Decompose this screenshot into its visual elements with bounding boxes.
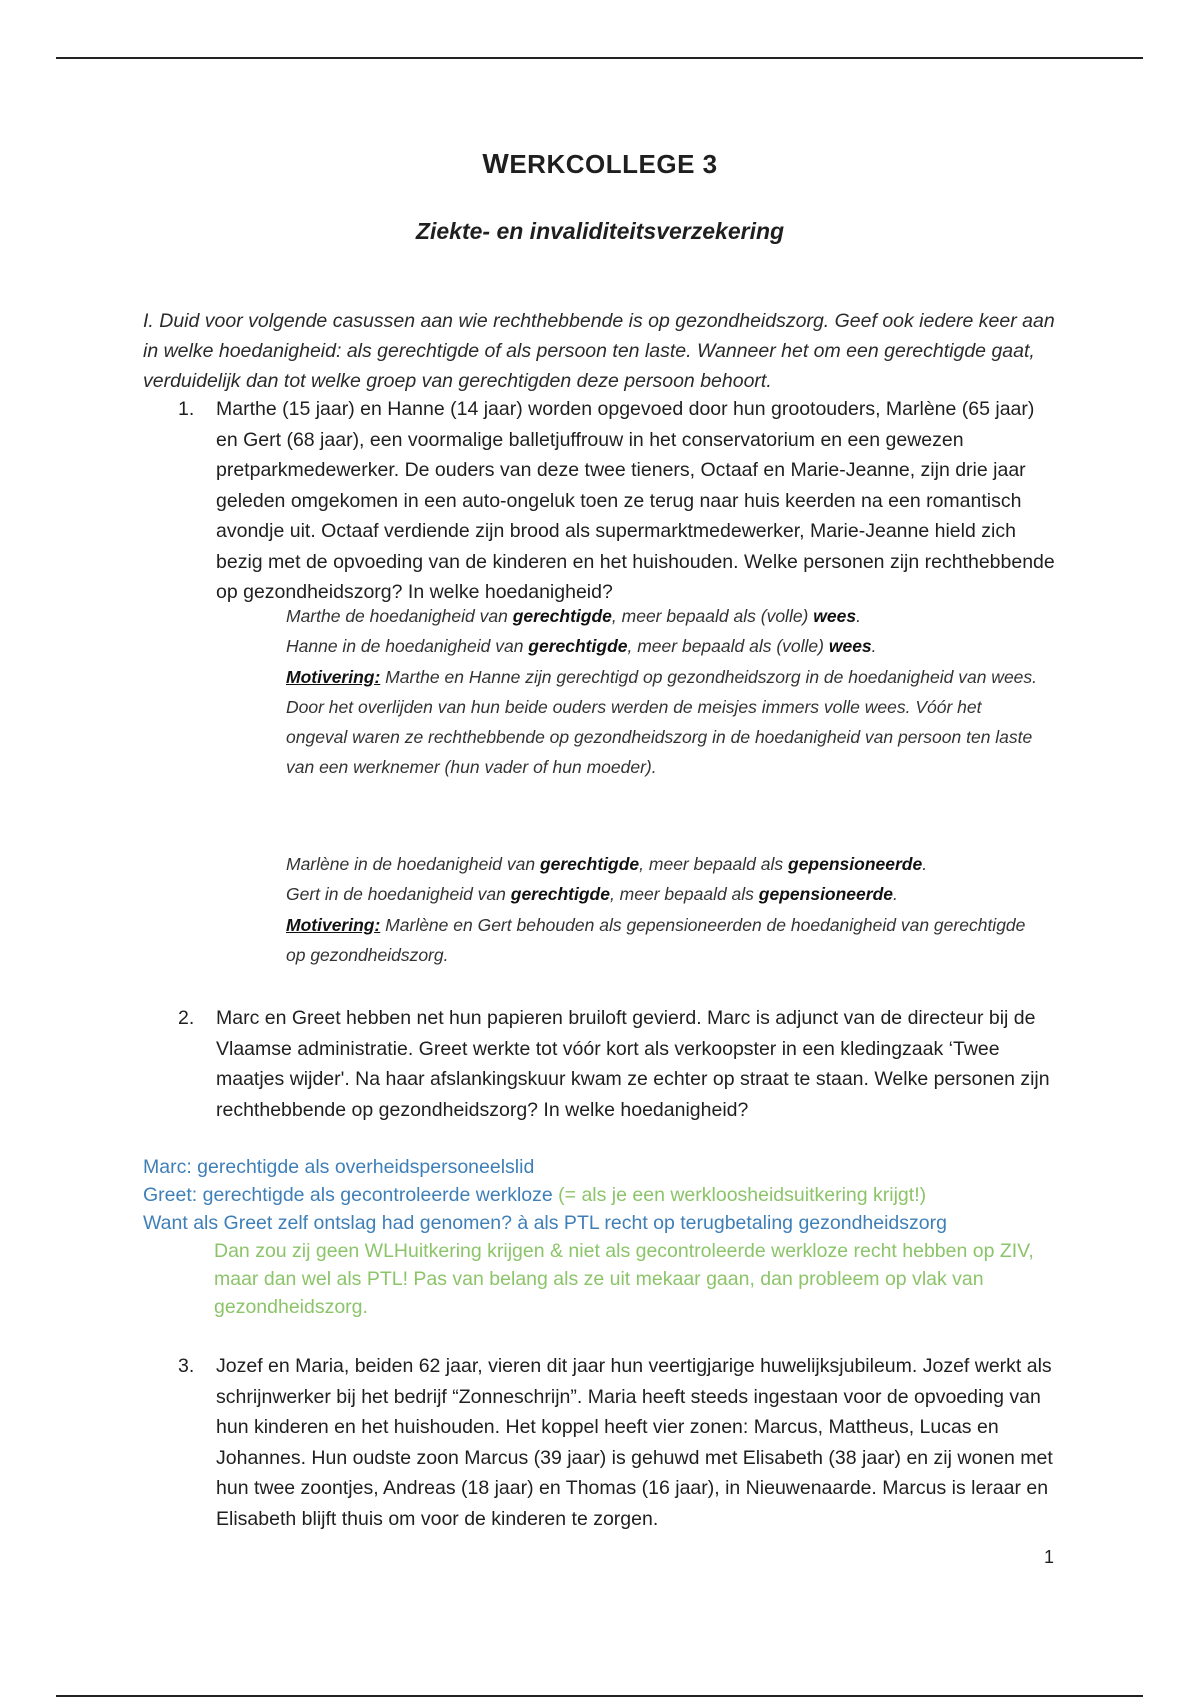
answer-line-marlene: Marlène in de hoedanigheid van gerechtigde, meer bepaald als gepensioneerde.: [286, 854, 928, 874]
answer-line-gert: Gert in de hoedanigheid van gerechtigde, meer bepaald als gepensioneerde.: [286, 884, 898, 905]
answer-notes: [143, 1153, 1063, 1321]
motivering-pensioen: Motivering: Marlène en Gert behouden als gepensioneerden de hoedanigheid van gerechtigde op gezondheidszorg.: [286, 914, 1026, 965]
case-number: 1.: [178, 398, 195, 420]
case-number: 2.: [178, 1007, 195, 1029]
answer-line-marthe: Marthe de hoedanigheid van gerechtigde, meer bepaald als (volle) wees.: [286, 606, 861, 626]
intro-question: I. Duid voor volgende casussen aan wie rechthebbende is op gezondheidszorg. Geef ook iedere keer aan in welke hoedanigheid: als gerechtigde of als persoon ten laste. Wanneer het om een gerechtigde gaat, verduidelijk dan tot welke groep van gerechtigden deze persoon behoort.: [143, 310, 1055, 392]
case-text: Marthe (15 jaar) en Hanne (14 jaar) worden opgevoed door hun grootouders, Marlène (65 jaar) en Gert (68 jaar), een voormalige balletjuffrouw in het conservatorium en een gewezen pretparkmedewerker. De ouders van deze twee tieners, Octaaf en Marie-Jeanne, zijn drie jaar geleden omgekomen in een auto-ongeluk toen ze terug naar huis keerden na een romantisch avondje uit. Octaaf verdiende zijn brood als supermarktmedewerker, Marie-Jeanne hield zich bezig met de opvoeding van de kinderen en het huishouden. Welke personen zijn rechthebbende op gezondheidszorg? In welke hoedanigheid?: [216, 398, 1055, 603]
top-rule: [56, 57, 1143, 59]
motivering-wees: Motivering: Marthe en Hanne zijn gerechtigd op gezondheidszorg in de hoedanigheid van wees. Door het overlijden van hun beide ouders werden de meisjes immers volle wees. Vóór het ongeval waren ze rechthebbende op gezondheidszorg in de hoedanigheid van persoon ten laste van een werknemer (hun vader of hun moeder).: [286, 666, 1038, 778]
case-item-2: [178, 1003, 1058, 1125]
case-text: Jozef en Maria, beiden 62 jaar, vieren dit jaar hun veertigjarige huwelijksjubileum. Jozef werkt als schrijnwerker bij het bedrijf “Zonneschrijn”. Maria heeft steeds ingestaan voor de opvoeding van hun kinderen en het huishouden. Het koppel heeft vier zonen: Marcus, Mattheus, Lucas en Johannes. Hun oudste zoon Marcus (39 jaar) is gehuwd met Elisabeth (38 jaar) en zij wonen met hun twee zoontjes, Andreas (18 jaar) en Thomas (16 jaar), in Nieuwenaarde. Marcus is leraar en Elisabeth blijft thuis om voor de kinderen te zorgen.: [216, 1355, 1053, 1530]
note-marc: Marc: gerechtigde als overheidspersoneelslid: [143, 1156, 535, 1178]
page-subtitle: Ziekte- en invaliditeitsverzekering: [415, 218, 785, 244]
case-item-1: [178, 394, 1058, 608]
note-greet: Greet: gerechtigde als gecontroleerde werkloze (= als je een werkloosheidsuitkering krijgt!): [143, 1184, 927, 1206]
case-item-3: [178, 1351, 1058, 1534]
answer-line-hanne: Hanne in de hoedanigheid van gerechtigde, meer bepaald als (volle) wees.: [286, 636, 877, 657]
case-number: 3.: [178, 1355, 195, 1377]
case-text: Marc en Greet hebben net hun papieren bruiloft gevierd. Marc is adjunct van de directeur bij de Vlaamse administratie. Greet werkte tot vóór kort als verkoopster in een kledingzaak ‘Twee maatjes wijder'. Na haar afslankingskuur kwam ze echter op straat te staan. Welke personen zijn rechthebbende op gezondheidszorg? In welke hoedanigheid?: [216, 1007, 1050, 1121]
motivering-label: Motivering:: [286, 914, 381, 935]
page-number: 1: [1044, 1547, 1055, 1567]
note-ptl: Dan zou zij geen WLHuitkering krijgen & niet als gecontroleerde werkloze recht hebben op ZIV, maar dan wel als PTL! Pas van belang als ze uit mekaar gaan, dan probleem op vlak van gezondheidszorg.: [214, 1240, 1034, 1318]
bottom-rule: [56, 1695, 1143, 1697]
title-rest: ERKCOLLEGE 3: [509, 149, 718, 179]
motivering-label: Motivering:: [286, 666, 381, 687]
answer-block-1: [286, 601, 1046, 783]
answer-block-2: [286, 849, 1046, 970]
title-initial: W: [482, 148, 510, 179]
page-title: [0, 148, 1200, 180]
note-ontslag: Want als Greet zelf ontslag had genomen? à als PTL recht op terugbetaling gezondheidszorg: [143, 1212, 947, 1234]
